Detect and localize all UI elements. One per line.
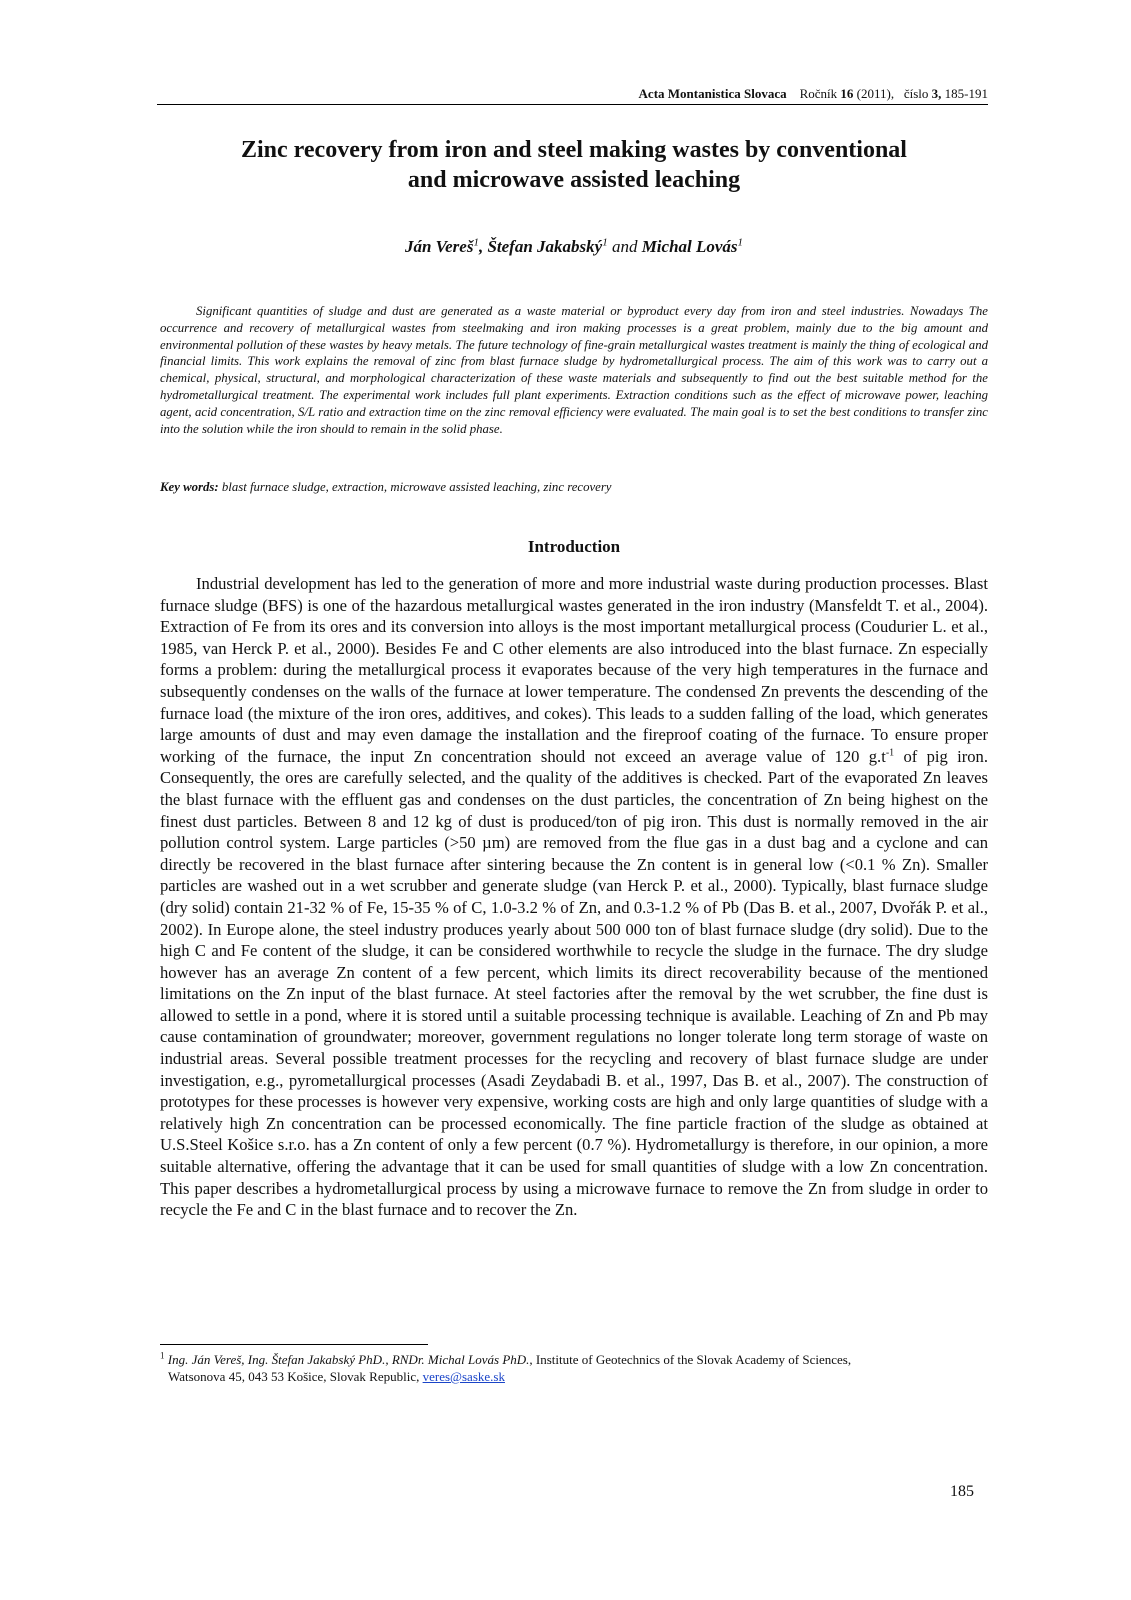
author-email-link[interactable]: veres@saske.sk [422,1369,505,1384]
author-2: Štefan Jakabský [487,237,603,256]
affiliation-footnote [160,1351,988,1385]
footnote-address: Watsonova 45, 043 53 Košice, Slovak Republic, [168,1369,423,1384]
header-rule [157,104,988,105]
author-1: Ján Vereš [404,237,474,256]
rocnik-label: Ročník [799,86,838,101]
intro-text-part-2: of pig iron. Consequently, the ores are carefully selected, and the quality of the additives is checked. Part of the evaporated Zn leaves the blast furnace with the effluent gas and condenses on the dust particles, the concentration of Zn being highest on the finest dust particles. Between 8 and 12 kg of dust is produced/ton of pig iron. This dust is normally removed in the air pollution control system. Large particles (>50 µm) are removed from the flue gas in a dust bag and a cyclone and can directly be recovered in the blast furnace after sintering because the Zn content is in general low (<0.1 % Zn). Smaller particles are washed out in a wet scrubber and generate sludge (van Herck P. et al., 2000). Typically, blast furnace sludge (dry solid) contain 21-32 % of Fe, 15-35 % of C, 1.0-3.2 % of Zn, and 0.3-1.2 % of Pb (Das B. et al., 2007, Dvořák P. et al., 2002). In Europe alone, the steel industry produces yearly about 500 000 ton of blast furnace sludge (dry solid). Due to the high C and Fe content of the sludge, it can be considered worthwhile to recycle the sludge in the furnace. The dry sludge however has an average Zn content of a few percent, which limits its direct recoverability because of the mentioned limitations on the Zn input of the blast furnace. At steel factories after the removal by the wet scrubber, the fine dust is allowed to settle in a pond, where it is stored until a suitable processing technique is available. Leaching of Zn and Pb may cause contamination of groundwater; moreover, government regulations no longer tolerate long term storage of waste on industrial areas. Several possible treatment processes for the recycling and recovery of blast furnace sludge are under investigation, e.g., pyrometallurgical processes (Asadi Zeydabadi B. et al., 1997, Das B. et al., 2007). The construction of prototypes for these processes is however very expensive, working costs are high and only large quantities of sludge with a relatively high Zn concentration can be processed economically. The fine particle fraction of the sludge as obtained at U.S.Steel Košice s.r.o. has a Zn content of only a few percent (0.7 %). Hydrometallurgy is therefore, in our opinion, a more suitable alternative, offering the advantage that it can be used for small quantities of sludge with a low Zn concentration. This paper describes a hydrometallurgical process by using a microwave furnace to remove the Zn from sludge in order to recycle the Fe and C in the blast furnace and to recover the Zn. [160,746,988,1220]
unit-superscript: -1 [885,747,895,759]
keywords-text: blast furnace sludge, extraction, microwave assisted leaching, zinc recovery [221,480,612,494]
intro-text-part-1: Industrial development has led to the generation of more and more industrial waste during production processes. Blast furnace sludge (BFS) is one of the hazardous metallurgical wastes generated in the iron industry (Mansfeldt T. et al., 2004). Extraction of Fe from its ores and its conversion into alloys is the most important metallurgical process (Coudurier L. et al., 1985, van Herck P. et al., 2000). Besides Fe and C other elements are also introduced into the blast furnace. Zn especially forms a problem: during the metallurgical process it evaporates because of the very high temperatures in the furnace and subsequently condenses on the walls of the furnace at lower temperature. The condensed Zn prevents the descending of the furnace load (the mixture of the iron ores, additives, and cokes). This leads to a sudden falling of the load, which generates large amounts of dust and may even damage the installation and the fireproof coating of the furnace. To ensure proper working of the furnace, the input Zn concentration should not exceed an average value of 120 g.t [160,574,988,766]
abstract: Significant quantities of sludge and dust are generated as a waste material or byproduct every day from iron and steel industries. Nowadays The occurrence and recovery of metallurgical wastes from steelmaking and iron making processes is a great problem, mainly due to the big amount and environmental pollution of these wastes by heavy metals. The future technology of fine-grain metallurgical wastes treatment is mainly the thing of ecological and financial limits. This work explains the removal of zinc from blast furnace sludge by hydrometallurgical process. The aim of this work was to carry out a chemical, physical, structural, and morphological characterization of these waste materials and subsequently to find out the best suitable method for the hydrometallurgical treatment. The experimental work includes full plant experiments. Extraction conditions such as the effect of microwave power, leaching agent, acid concentration, S/L ratio and extraction time on the zinc removal efficiency were evaluated. The main goal is to set the best conditions to transfer zinc into the solution while the iron should to remain in the solid phase. [160,304,988,436]
title-line-2: and microwave assisted leaching [407,167,741,193]
author-3: Michal Lovás [641,237,738,256]
journal-name: Acta Montanistica Slovaca [638,86,787,101]
introduction-paragraph [160,573,988,1221]
paper-title [160,135,988,195]
keywords-label: Key words: [160,480,219,494]
footnote-institute: Institute of Geotechnics of the Slovak Academy of Sciences, [532,1352,852,1367]
page-range: 185-191 [944,86,988,101]
author-1-affiliation: 1 [473,236,479,249]
issue-number: 3, [931,86,942,101]
author-3-affiliation: 1 [737,236,744,249]
footnote-author-names: Ing. Ján Vereš, Ing. Štefan Jakabský PhD., RNDr. Michal Lovás PhD., [167,1352,533,1367]
section-heading-introduction: Introduction [527,537,621,556]
keywords [160,479,988,495]
volume-number: 16 [840,86,854,101]
author-2-affiliation: 1 [602,236,608,249]
footnote-marker: 1 [160,1350,165,1361]
footnote-rule [160,1344,428,1345]
author-and: and [611,237,638,256]
cislo-label: číslo [903,86,929,101]
author-separator: , [478,237,484,256]
running-head [160,86,988,102]
title-line-1: Zinc recovery from iron and steel making wastes by conventional [241,137,907,163]
page-number: 185 [950,1483,974,1500]
year: (2011), [856,86,895,101]
author-list [160,236,988,258]
